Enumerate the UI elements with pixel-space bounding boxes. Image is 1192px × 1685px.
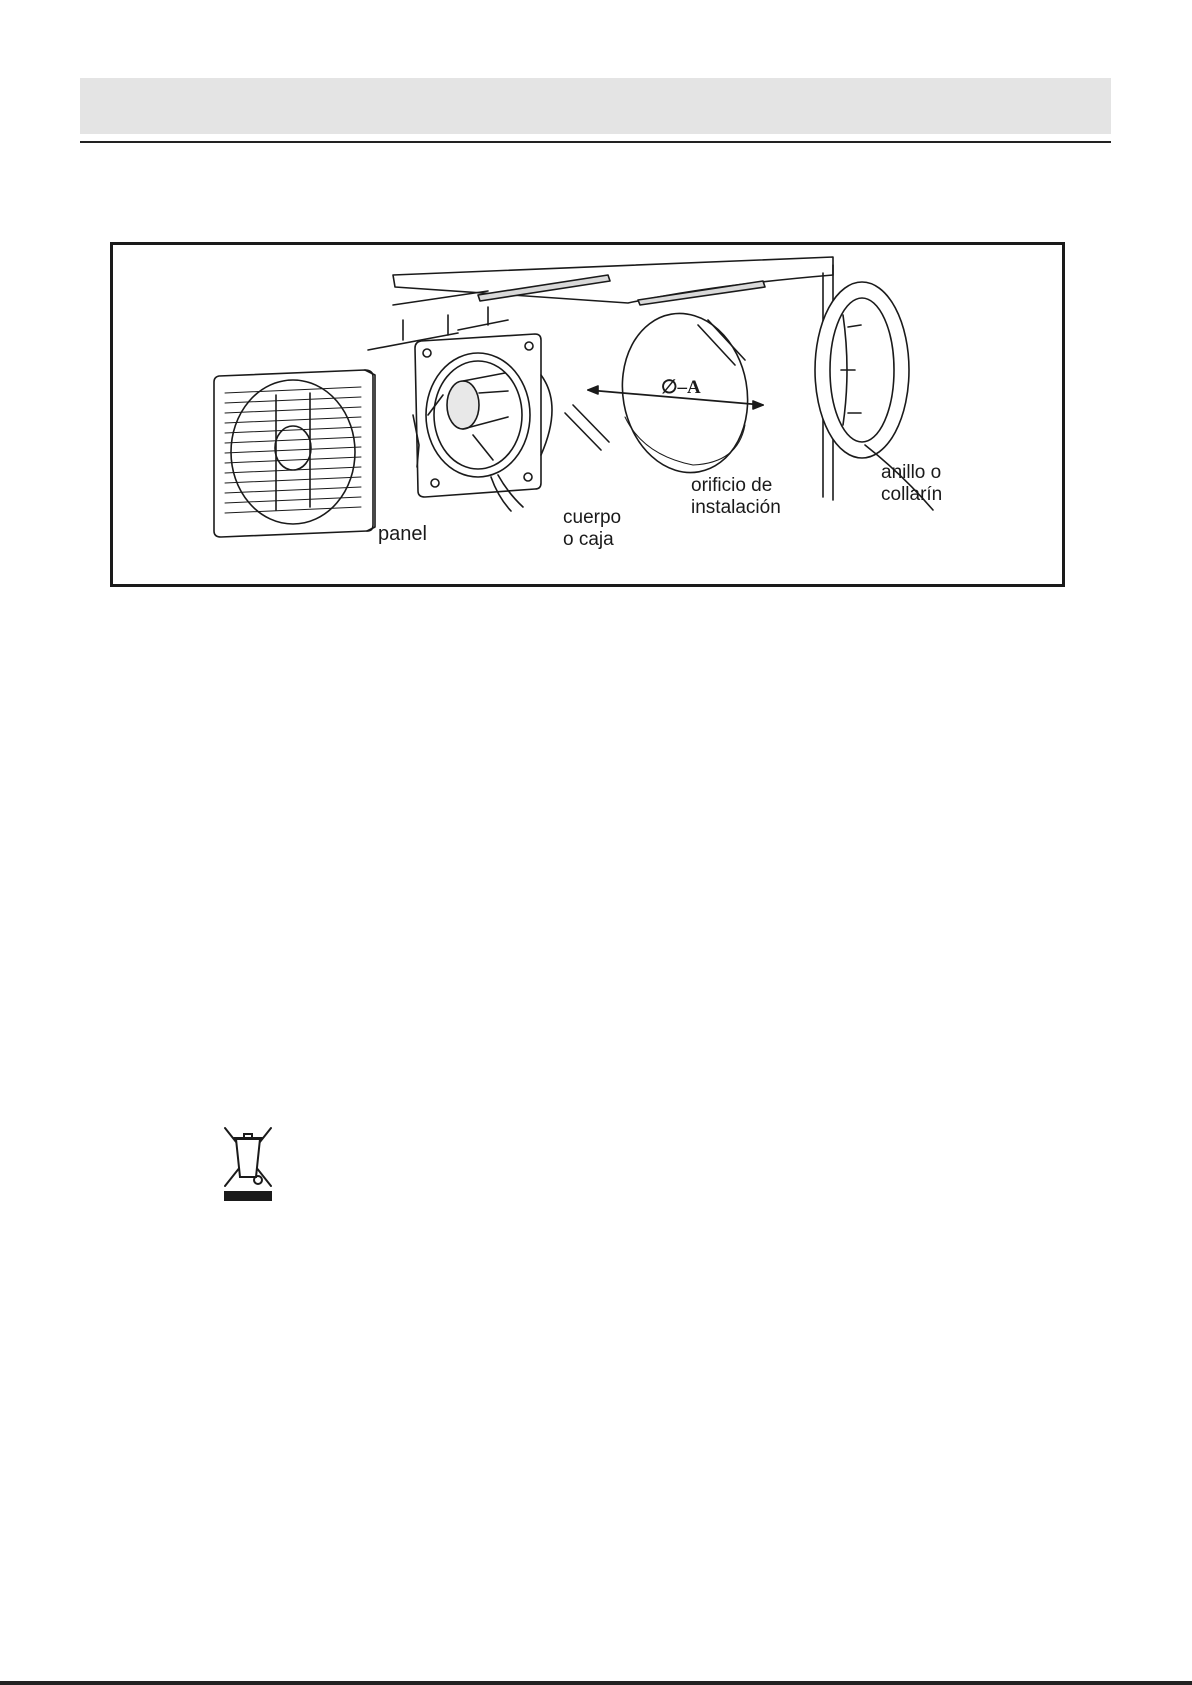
body-label: cuerpo o caja: [563, 507, 622, 550]
ring-label: anillo o collarín: [881, 462, 943, 505]
installation-figure: [110, 242, 1065, 587]
grille-panel: [214, 370, 375, 537]
installation-hole-label: orificio de instalación: [691, 475, 781, 518]
panel-label: panel: [378, 523, 427, 545]
footer-rule: [0, 1681, 1192, 1685]
diameter-label: ∅–A: [661, 377, 701, 398]
header-rule: [80, 141, 1111, 143]
crossed-out-wheelie-bin-icon: [222, 1125, 274, 1201]
header-band: [80, 78, 1111, 134]
fan-body: [413, 334, 552, 511]
